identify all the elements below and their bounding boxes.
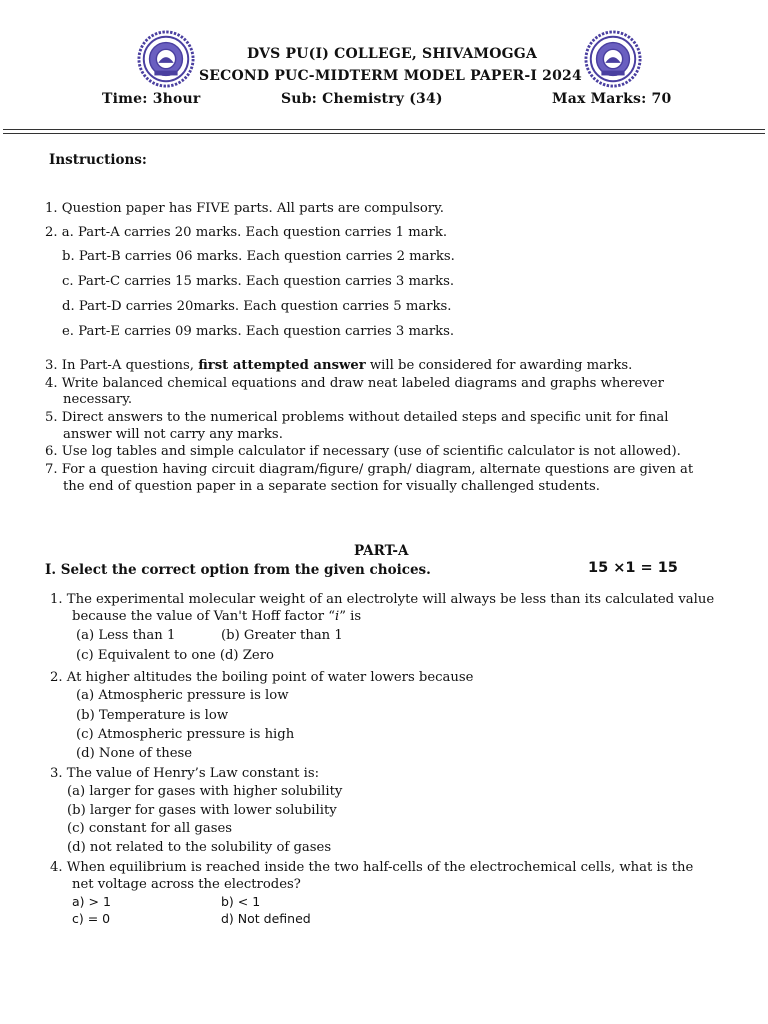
instruction-2c: c. Part-C carries 15 marks. Each question carries 3 marks. (62, 274, 455, 289)
instruction-3 (45, 358, 632, 373)
paper-title: SECOND PUC-MIDTERM MODEL PAPER-I 2024 (199, 68, 582, 84)
header-divider-bottom (3, 133, 765, 134)
instructions-title: Instructions: (49, 152, 147, 168)
instruction-2e: e. Part-E carries 09 marks. Each question carries 3 marks. (62, 324, 455, 339)
q1-stem-text: because the value of Van't Hoff factor “ (72, 609, 335, 624)
instruction-3-tail: will be considered for awarding marks. (365, 358, 633, 373)
q2-option-d: (d) None of these (76, 746, 193, 761)
header-divider-top (3, 129, 765, 130)
instruction-6: 6. Use log tables and simple calculator if necessary (use of scientific calculator is not allowed). (45, 444, 681, 459)
q1-stem-tail: ” is (339, 609, 362, 624)
exam-time: Time: 3hour (102, 91, 201, 107)
q3-stem: 3. The value of Henry’s Law constant is: (50, 766, 320, 781)
q3-option-d: (d) not related to the solubility of gases (67, 840, 332, 855)
q4-option-a: a) > 1 (72, 894, 111, 909)
instruction-3-text: 3. In Part-A questions, (45, 358, 199, 373)
q4-option-c: c) = 0 (72, 911, 111, 926)
q1-option-b: (b) Greater than 1 (221, 628, 343, 643)
q1-option-cd: (c) Equivalent to one (d) Zero (76, 648, 274, 663)
q2-option-a: (a) Atmospheric pressure is low (76, 688, 289, 703)
q1-line-2 (72, 609, 361, 624)
q4-option-d: d) Not defined (221, 911, 311, 926)
q3-option-b: (b) larger for gases with lower solubility (67, 803, 337, 818)
q4-line-2: net voltage across the electrodes? (72, 877, 301, 892)
college-emblem-icon (137, 30, 195, 88)
instruction-4-line-1: 4. Write balanced chemical equations and draw neat labeled diagrams and graphs wherever (45, 376, 664, 391)
part-a-marks: 15 ×1 = 15 (588, 560, 678, 576)
q2-option-b: (b) Temperature is low (76, 708, 229, 723)
instruction-3-emphasis: first attempted answer (198, 358, 366, 373)
q2-stem: 2. At higher altitudes the boiling point of water lowers because (50, 670, 474, 685)
instruction-2d: d. Part-D carries 20marks. Each question carries 5 marks. (62, 299, 452, 314)
q4-option-b: b) < 1 (221, 894, 261, 909)
part-a-section: I. Select the correct option from the given choices. (45, 562, 431, 578)
instruction-5-line-1: 5. Direct answers to the numerical problems without detailed steps and specific unit for final (45, 410, 669, 425)
college-name: DVS PU(I) COLLEGE, SHIVAMOGGA (247, 46, 538, 62)
q1-line-1: 1. The experimental molecular weight of an electrolyte will always be less than its calculated value (50, 592, 715, 607)
q3-option-c: (c) constant for all gases (67, 821, 233, 836)
instruction-1: 1. Question paper has FIVE parts. All parts are compulsory. (45, 201, 444, 216)
instruction-2a: 2. a. Part-A carries 20 marks. Each question carries 1 mark. (45, 225, 448, 240)
q2-option-c: (c) Atmospheric pressure is high (76, 727, 295, 742)
part-a-title: PART-A (354, 543, 409, 559)
instruction-5-line-2: answer will not carry any marks. (63, 427, 283, 442)
instruction-4-line-2: necessary. (63, 392, 133, 407)
college-emblem-icon (584, 30, 642, 88)
exam-subject: Sub: Chemistry (34) (281, 91, 443, 107)
q3-option-a: (a) larger for gases with higher solubility (67, 784, 343, 799)
instruction-2b: b. Part-B carries 06 marks. Each question carries 2 marks. (62, 249, 455, 264)
instruction-7-line-1: 7. For a question having circuit diagram/figure/ graph/ diagram, alternate questions are given at (45, 462, 694, 477)
q1-factor-symbol: i (334, 609, 340, 624)
q4-line-1: 4. When equilibrium is reached inside the two half-cells of the electrochemical cells, what is the (50, 860, 694, 875)
max-marks: Max Marks: 70 (552, 91, 672, 107)
instruction-7-line-2: the end of question paper in a separate section for visually challenged students. (63, 479, 600, 494)
q1-option-a: (a) Less than 1 (76, 628, 176, 643)
